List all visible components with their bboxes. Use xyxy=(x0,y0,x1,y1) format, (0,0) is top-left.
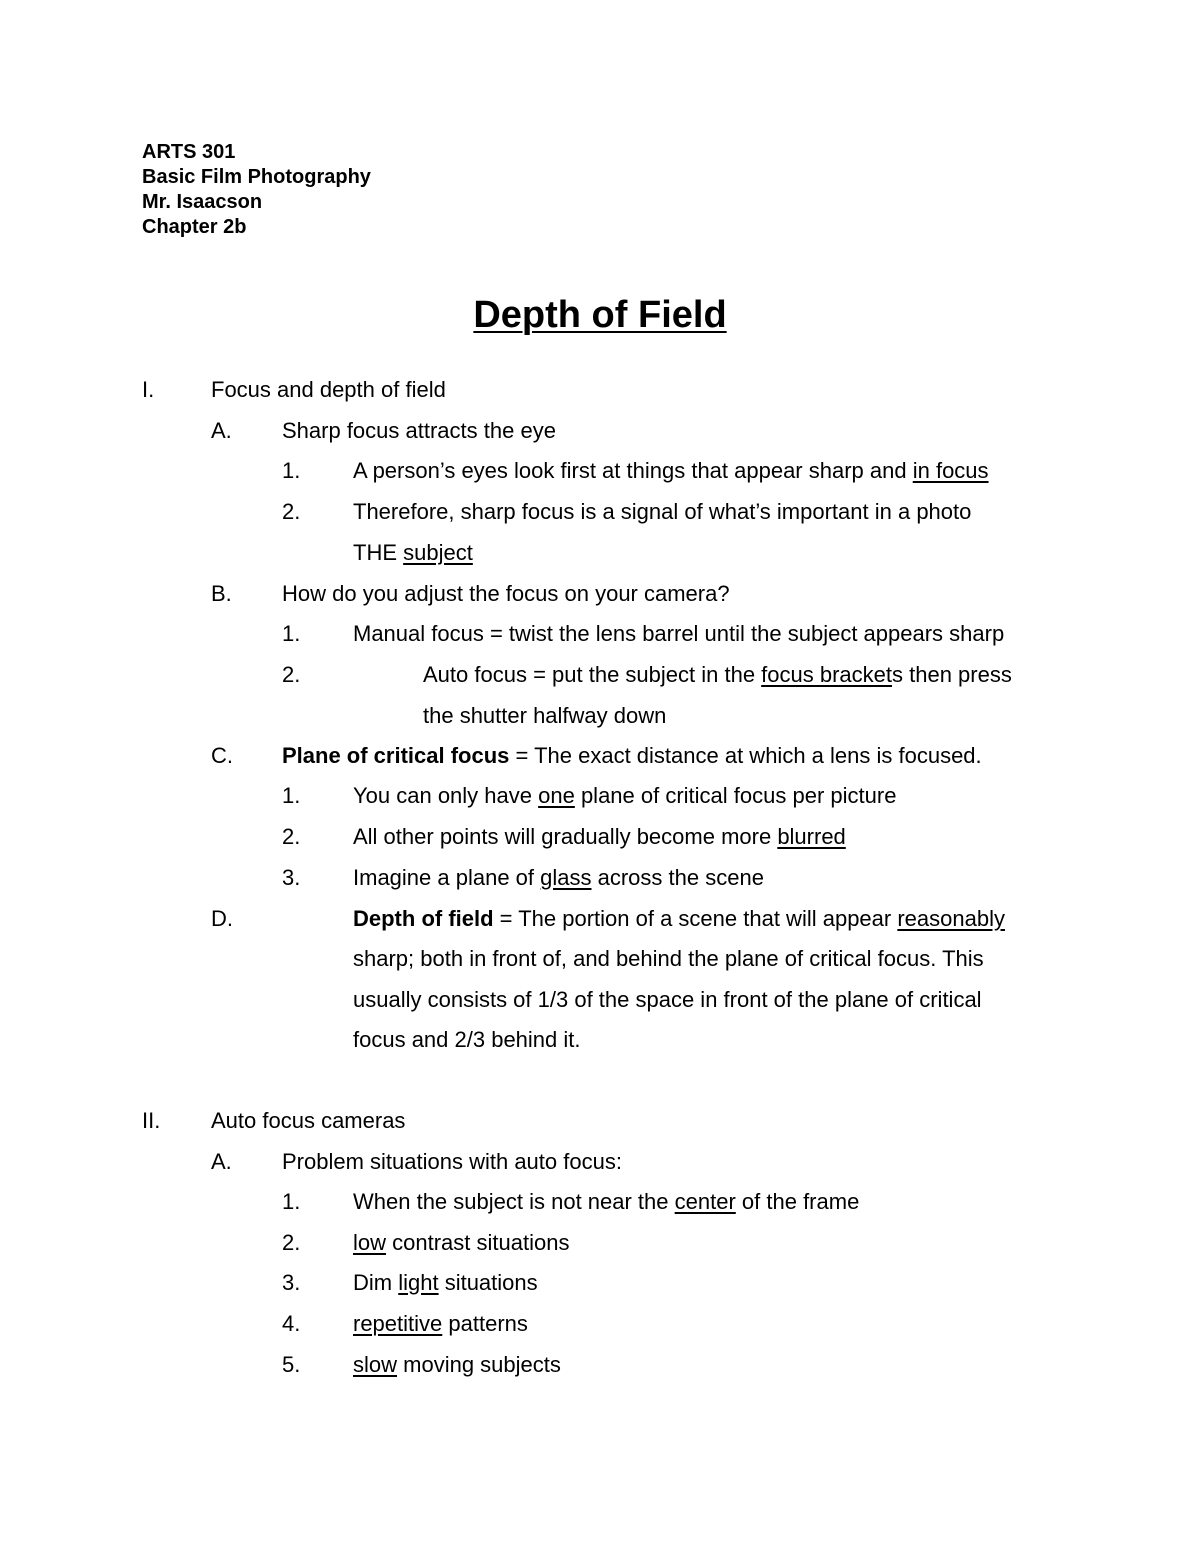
page-title: Depth of Field xyxy=(473,294,727,336)
outline-item-II xyxy=(0,1100,1200,1141)
outline-marker: A. xyxy=(211,418,232,443)
outline-text: low contrast situations xyxy=(353,1230,570,1255)
outline-text: Problem situations with auto focus: xyxy=(282,1149,622,1174)
outline-marker: 1. xyxy=(282,458,301,483)
outline-marker: 3. xyxy=(282,1270,301,1295)
outline-text: repetitive patterns xyxy=(353,1311,528,1336)
outline-item-IIA2 xyxy=(0,1222,1200,1263)
course-code: ARTS 301 xyxy=(142,141,236,163)
outline-text: Auto focus = put the subject in the focus brackets then press xyxy=(423,662,1012,687)
underlined-term: one xyxy=(538,783,575,808)
outline-item-IC2 xyxy=(0,816,1200,857)
outline-text: Sharp focus attracts the eye xyxy=(282,418,556,443)
outline-item-IB2-continued xyxy=(0,695,1200,736)
outline-item-IA2-continued xyxy=(0,532,1200,573)
underlined-term: subject xyxy=(403,540,473,565)
outline-marker: 2. xyxy=(282,499,301,524)
underlined-term: blurred xyxy=(777,824,846,849)
outline-text: slow moving subjects xyxy=(353,1352,561,1377)
outline-text: sharp; both in front of, and behind the plane of critical focus. This xyxy=(353,946,984,971)
outline-marker: 4. xyxy=(282,1311,301,1336)
outline-marker: 2. xyxy=(282,662,301,687)
underlined-term: repetitive xyxy=(353,1311,443,1336)
outline-text: THE subject xyxy=(353,540,473,565)
outline-text: A person’s eyes look first at things that appear sharp and in focus xyxy=(353,458,989,483)
underlined-term: focus bracket xyxy=(761,662,893,687)
outline-text: How do you adjust the focus on your camera? xyxy=(282,581,730,606)
outline-text: Imagine a plane of glass across the scene xyxy=(353,865,764,890)
outline-text: focus and 2/3 behind it. xyxy=(353,1027,581,1052)
outline-marker: 1. xyxy=(282,783,301,808)
outline-item-IC1 xyxy=(0,775,1200,816)
key-term: Depth of field xyxy=(353,906,494,931)
outline-item-IA2 xyxy=(0,491,1200,532)
chapter-label: Chapter 2b xyxy=(142,216,247,238)
key-term: Plane of critical focus xyxy=(282,743,510,768)
outline-marker: 2. xyxy=(282,824,301,849)
course-header xyxy=(142,140,371,240)
outline-text: Therefore, sharp focus is a signal of what’s important in a photo xyxy=(353,499,972,524)
outline-text: Dim light situations xyxy=(353,1270,538,1295)
outline-marker: A. xyxy=(211,1149,232,1174)
outline-text: Depth of field = The portion of a scene that will appear reasonably xyxy=(353,906,1005,931)
underlined-term: light xyxy=(398,1270,439,1295)
outline-item-IIA xyxy=(0,1141,1200,1182)
outline-marker: B. xyxy=(211,581,232,606)
outline-text: usually consists of 1/3 of the space in front of the plane of critical xyxy=(353,987,982,1012)
underlined-term: center xyxy=(674,1189,736,1214)
outline-marker: 3. xyxy=(282,865,301,890)
outline-item-IC3 xyxy=(0,857,1200,898)
outline-item-IIA1 xyxy=(0,1181,1200,1222)
outline-text: Manual focus = twist the lens barrel until the subject appears sharp xyxy=(353,621,1005,646)
underlined-term: low xyxy=(353,1230,387,1255)
outline-marker: 1. xyxy=(282,1189,301,1214)
outline-item-IA1 xyxy=(0,450,1200,491)
outline-item-IIA5 xyxy=(0,1344,1200,1385)
underlined-term: slow xyxy=(353,1352,398,1377)
outline-item-IB2 xyxy=(0,654,1200,695)
outline-text: Auto focus cameras xyxy=(211,1108,406,1133)
outline-marker: II. xyxy=(142,1108,161,1133)
outline-text: Plane of critical focus = The exact distance at which a lens is focused. xyxy=(282,743,982,768)
course-name: Basic Film Photography xyxy=(142,166,371,188)
outline-item-I xyxy=(0,369,1200,410)
outline-text: All other points will gradually become more blurred xyxy=(353,824,846,849)
underlined-term: reasonably xyxy=(897,906,1005,931)
outline-marker: D. xyxy=(211,906,233,931)
outline-marker: 2. xyxy=(282,1230,301,1255)
outline-text: When the subject is not near the center of the frame xyxy=(353,1189,860,1214)
outline-marker: I. xyxy=(142,377,155,402)
outline-item-ID-line3 xyxy=(0,979,1200,1020)
instructor-name: Mr. Isaacson xyxy=(142,191,263,213)
outline-item-ID xyxy=(0,898,1200,939)
outline-marker: 1. xyxy=(282,621,301,646)
outline-item-IB1 xyxy=(0,613,1200,654)
outline-marker: C. xyxy=(211,743,233,768)
outline-item-ID-line4 xyxy=(0,1019,1200,1060)
underlined-term: glass xyxy=(540,865,592,890)
outline-item-IC xyxy=(0,735,1200,776)
outline-item-ID-line2 xyxy=(0,938,1200,979)
outline-text: You can only have one plane of critical focus per picture xyxy=(353,783,897,808)
outline-item-IA xyxy=(0,410,1200,451)
outline-item-IIA4 xyxy=(0,1303,1200,1344)
outline-item-IIA3 xyxy=(0,1262,1200,1303)
outline-text: the shutter halfway down xyxy=(423,703,667,728)
outline-marker: 5. xyxy=(282,1352,301,1377)
outline-item-IB xyxy=(0,573,1200,614)
underlined-term: in focus xyxy=(912,458,989,483)
outline-text: Focus and depth of field xyxy=(211,377,446,402)
